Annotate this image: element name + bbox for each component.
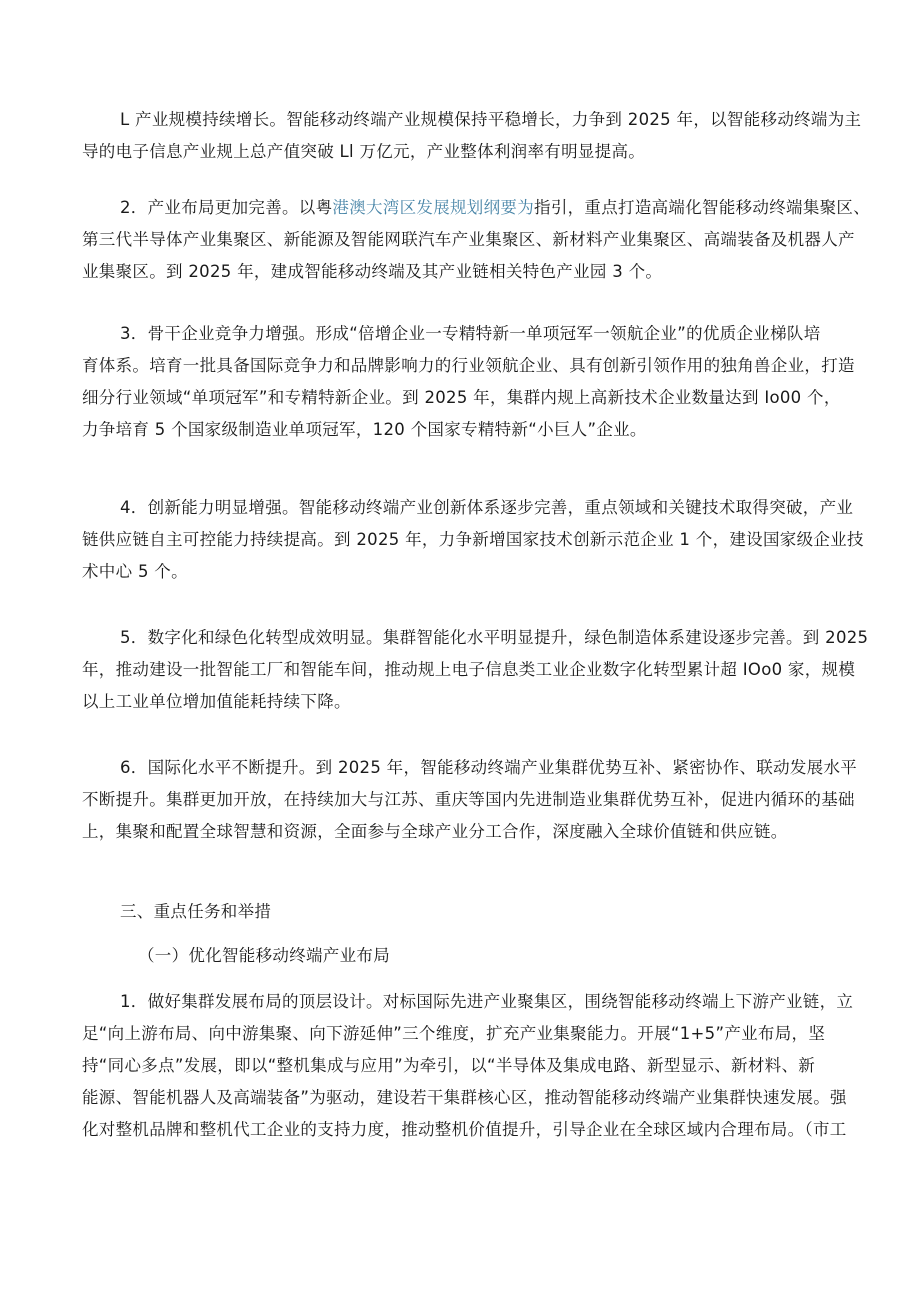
paragraph-line: 5．数字化和绿色化转型成效明显。集群智能化水平明显提升，绿色制造体系建设逐步完善。到 2025	[120, 628, 869, 647]
paragraph-backbone-enterprises	[82, 318, 868, 446]
paragraph-line: 持“同心多点”发展，即以“整机集成与应用”为牵引，以“半导体及集成电路、新型显示、新材料、新	[82, 1056, 816, 1075]
paragraph-industry-scale	[82, 104, 868, 168]
paragraph-line: 育体系。培育一批具备国际竞争力和品牌影响力的行业领航企业、具有创新引领作用的独角兽企业，打造	[82, 356, 855, 375]
paragraph-line: 导的电子信息产业规上总产值突破 Ll 万亿元，产业整体利润率有明显提高。	[82, 142, 646, 161]
paragraph-line: 链供应链自主可控能力持续提高。到 2025 年，力争新增国家技术创新示范企业 1 个，建设国家级企业技	[82, 530, 864, 549]
paragraph-line	[82, 192, 871, 224]
paragraph-industry-layout	[82, 192, 871, 288]
paragraph-line: 足“向上游布局、向中游集聚、向下游延伸”三个维度，扩充产业集聚能力。开展“1+5”产业布局，坚	[82, 1024, 826, 1043]
paragraph-text: 2．产业布局更加完善。以粤	[120, 198, 333, 217]
paragraph-line: 3．骨干企业竞争力增强。形成“倍增企业一专精特新一单项冠军一领航企业”的优质企业梯队培	[120, 324, 821, 343]
paragraph-line: 不断提升。集群更加开放，在持续加大与江苏、重庆等国内先进制造业集群优势互补，促进内循环的基础	[82, 790, 855, 809]
paragraph-line: 化对整机品牌和整机代工企业的支持力度，推动整机价值提升，引导企业在全球区域内合理布局。（市工	[82, 1120, 847, 1139]
paragraph-line: 力争培育 5 个国家级制造业单项冠军，120 个国家专精特新“小巨人”企业。	[82, 420, 647, 439]
paragraph-internationalization	[82, 752, 868, 848]
sub-heading: （一）优化智能移动终端产业布局	[138, 946, 390, 965]
paragraph-digital-green	[82, 622, 868, 718]
paragraph-line: 业集聚区。到 2025 年，建成智能移动终端及其产业链相关特色产业园 3 个。	[82, 262, 663, 281]
paragraph-line: 第三代半导体产业集聚区、新能源及智能网联汽车产业集聚区、新材料产业集聚区、高端装备及机器人产	[82, 230, 855, 249]
paragraph-line: 6．国际化水平不断提升。到 2025 年，智能移动终端产业集群优势互补、紧密协作、联动发展水平	[120, 758, 858, 777]
paragraph-line: 4．创新能力明显增强。智能移动终端产业创新体系逐步完善，重点领域和关键技术取得突破，产业	[120, 498, 854, 517]
plan-outline-link[interactable]: 港澳大湾区发展规划纲要为	[332, 198, 535, 217]
paragraph-line: 上，集聚和配置全球智慧和资源，全面参与全球产业分工合作，深度融入全球价值链和供应链。	[82, 822, 788, 841]
section-heading: 三、重点任务和举措	[120, 902, 272, 921]
paragraph-text: 指引，重点打造高端化智能移动终端集聚区、	[534, 198, 871, 217]
paragraph-innovation	[82, 492, 868, 588]
paragraph-line: 细分行业领域“单项冠军”和专精特新企业。到 2025 年，集群内规上高新技术企业数量达到 Io00 个，	[82, 388, 841, 407]
paragraph-line: 能源、智能机器人及高端装备”为驱动，建设若干集群核心区，推动智能移动终端产业集群快速发展。强	[82, 1088, 847, 1107]
paragraph-line: L 产业规模持续增长。智能移动终端产业规模保持平稳增长，力争到 2025 年，以智能移动终端为主	[120, 110, 862, 129]
paragraph-cluster-layout	[82, 986, 868, 1146]
paragraph-line: 以上工业单位增加值能耗持续下降。	[82, 692, 351, 711]
paragraph-line: 1．做好集群发展布局的顶层设计。对标国际先进产业聚集区，围绕智能移动终端上下游产业链，立	[120, 992, 854, 1011]
paragraph-line: 年，推动建设一批智能工厂和智能车间，推动规上电子信息类工业企业数字化转型累计超 IOo0 家，规模	[82, 660, 856, 679]
paragraph-line: 术中心 5 个。	[82, 562, 188, 581]
